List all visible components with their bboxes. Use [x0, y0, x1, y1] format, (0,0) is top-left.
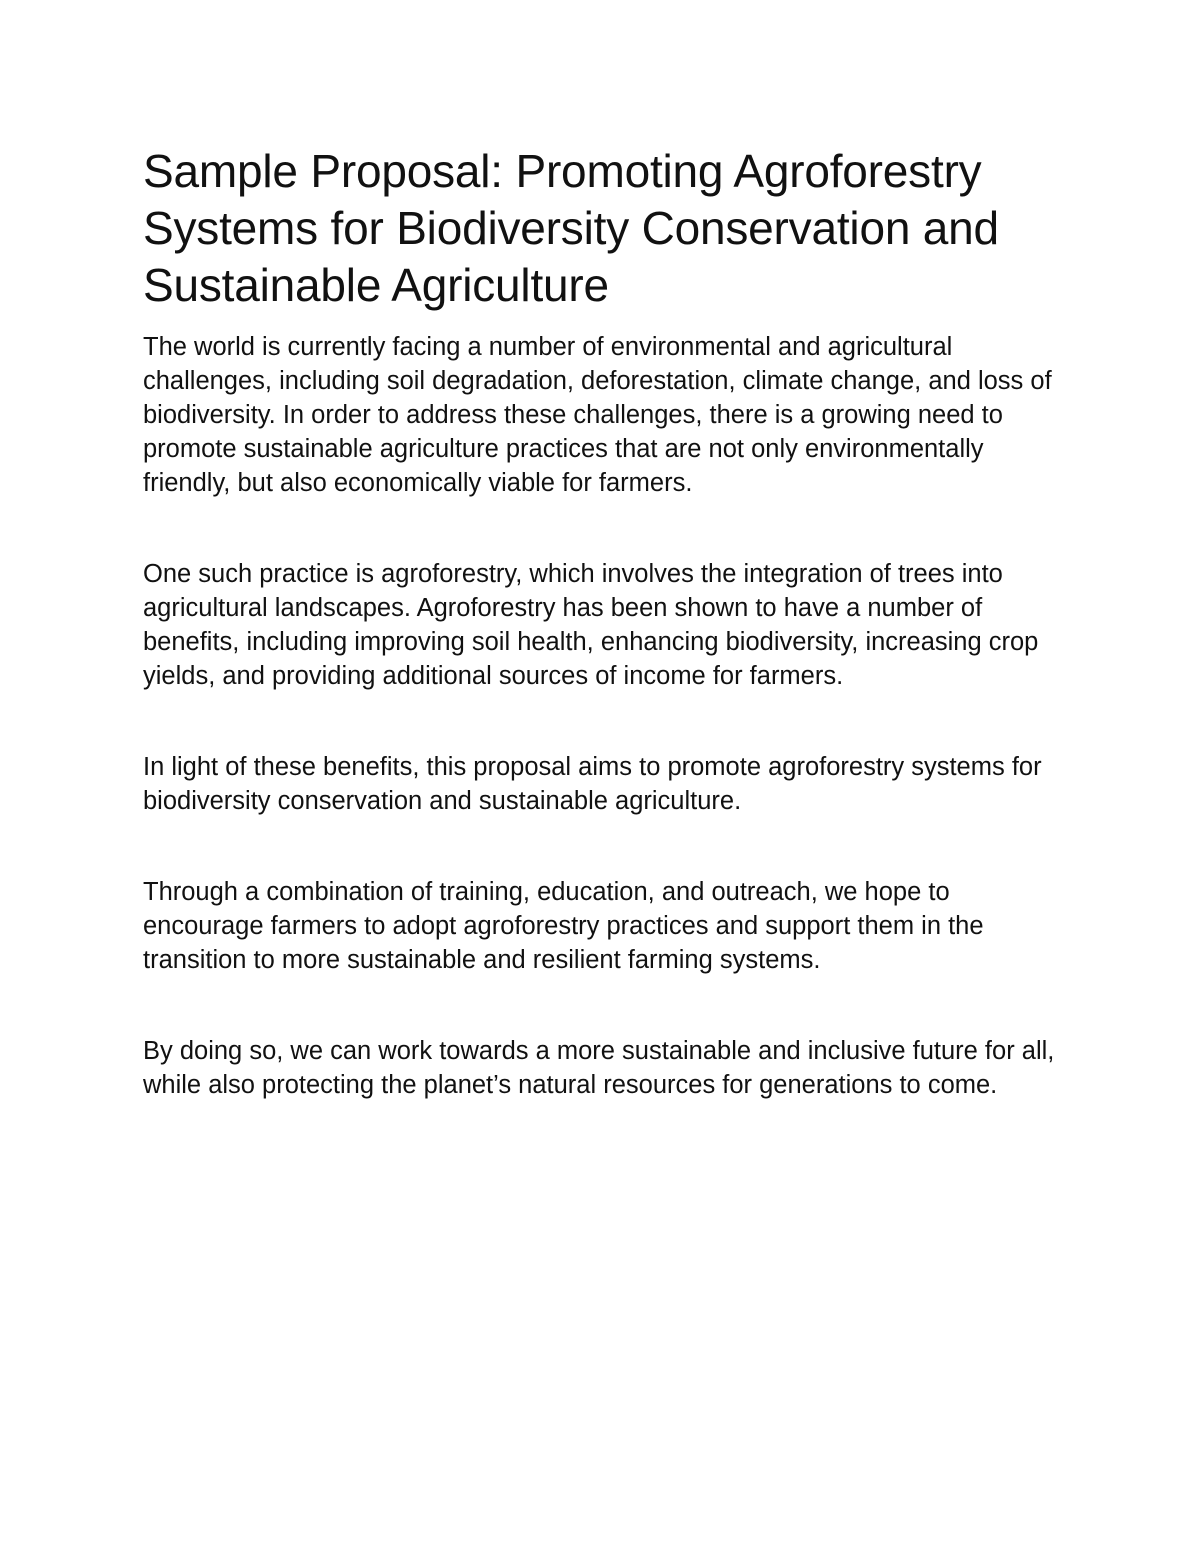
- document-body: [143, 143, 1073, 1102]
- paragraph-agroforestry: One such practice is agroforestry, which involves the integration of trees into agricultural landscapes. Agroforestry has been shown to have a number of benefits, including improving soil health, enhancing biodiversity, increasing crop yields, and providing additional sources of income for farmers.: [143, 560, 1039, 690]
- paragraph-proposal-aim: In light of these benefits, this proposal aims to promote agroforestry systems for biodiversity conservation and sustainable agriculture.: [143, 753, 1042, 815]
- paragraph-introduction: The world is currently facing a number of environmental and agricultural challenges, including soil degradation, deforestation, climate change, and loss of biodiversity. In order to address these challenges, there is a growing need to promote sustainable agriculture practices that are not only environmentally friendly, but also economically viable for farmers.: [143, 333, 1052, 497]
- paragraph-conclusion: By doing so, we can work towards a more sustainable and inclusive future for all, while also protecting the planet’s natural resources for generations to come.: [143, 1037, 1055, 1099]
- document-title: Sample Proposal: Promoting Agroforestry Systems for Biodiversity Conservation and Sustainable Agriculture: [143, 145, 999, 311]
- paragraph-approach: Through a combination of training, education, and outreach, we hope to encourage farmers to adopt agroforestry practices and support them in the transition to more sustainable and resilient farming systems.: [143, 878, 984, 974]
